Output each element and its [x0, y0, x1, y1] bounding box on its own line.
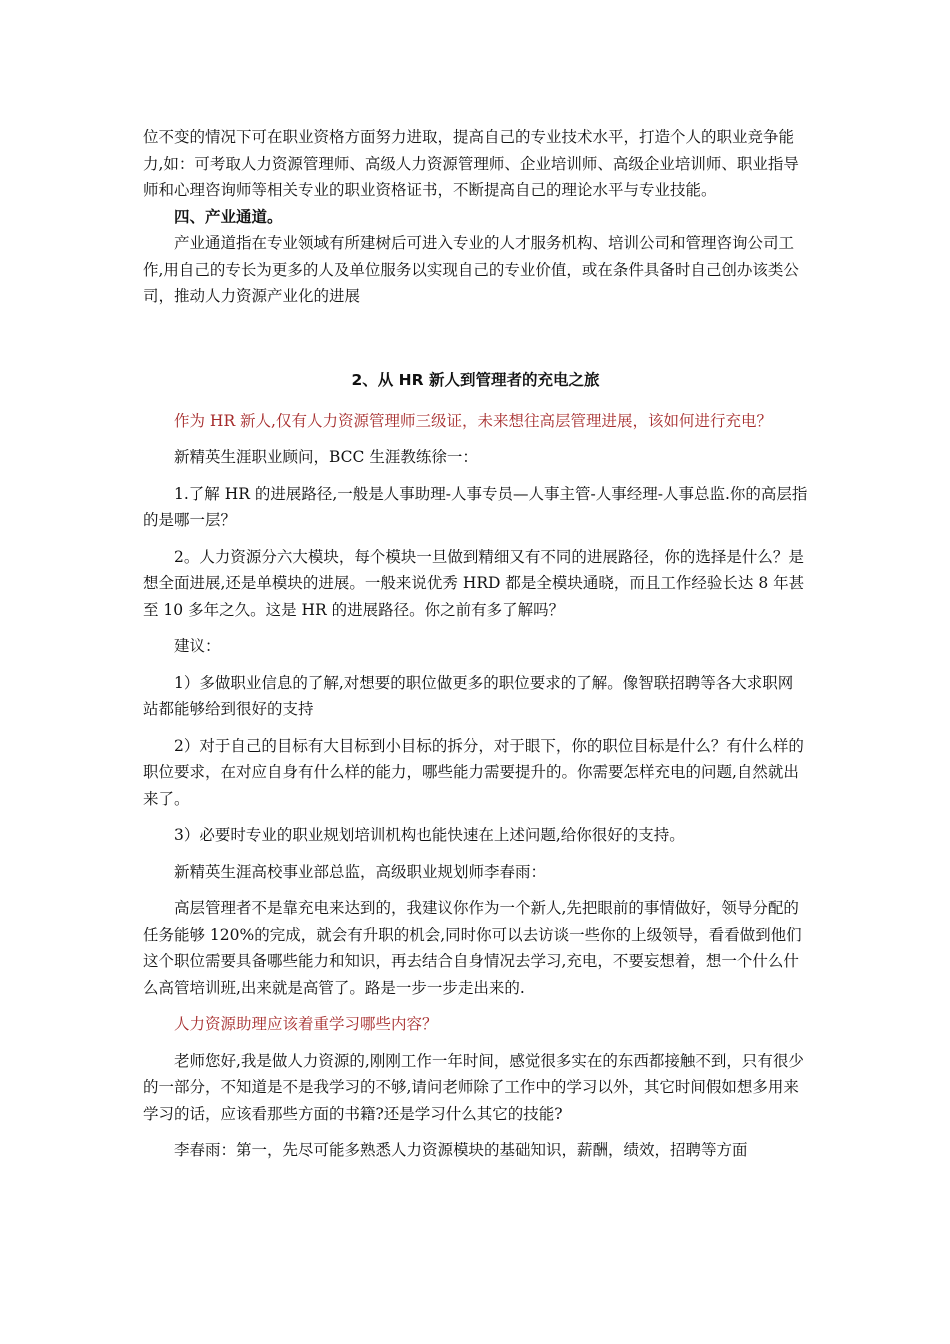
question-2: 人力资源助理应该着重学习哪些内容？ [174, 1015, 438, 1033]
question-1: 作为 HR 新人,仅有人力资源管理师三级证，未来想往高层管理进展，该如何进行充电？ [174, 411, 772, 430]
answer-2: 高层管理者不是靠充电来达到的，我建议你作为一个新人,先把眼前的事情做好，领导分配的任务能够 120%的完成，就会有升职的机会,同时你可以去访谈一些你的上级领导，看看做到他们这个职位需要具备哪些能力和知识，再去结合自身情况去学习,充电，不要妄想着，想一个什么什么高管培训班,出来就是高管了。路是一步一步走出来的. [143, 899, 802, 997]
paragraph-industry-channel: 产业通道指在专业领域有所建树后可进入专业的人才服务机构、培训公司和管理咨询公司工作,用自己的专长为更多的人及单位服务以实现自己的专业价值，或在条件具备时自己创办该类公司，推动人力资源产业化的进展 [143, 234, 799, 305]
heading-industry-channel: 四、产业通道。 [174, 206, 283, 226]
suggestion-1: 1）多做职业信息的了解,对想要的职位做更多的职位要求的了解。像智联招聘等各大求职网站都能够给到很好的支持 [143, 673, 794, 718]
suggestion-2: 2）对于自己的目标有大目标到小目标的拆分，对于眼下，你的职位目标是什么？有什么样的职位要求，在对应自身有什么样的能力，哪些能力需要提升的。你需要怎样充电的问题,自然就出来了。 [143, 736, 804, 808]
document-body [143, 124, 808, 1164]
answer-3: 李春雨：第一，先尽可能多熟悉人力资源模块的基础知识，薪酬，绩效，招聘等方面 [174, 1141, 748, 1159]
advisor-2: 新精英生涯高校事业部总监，高级职业规划师李春雨： [174, 862, 547, 881]
point-2: 2。人力资源分六大模块，每个模块一旦做到精细又有不同的进展路径，你的选择是什么？是想全面进展,还是单模块的进展。一般来说优秀 HRD 都是全模块通晓，而且工作经验长达 8 年甚至 10 多年之久。这是 HR 的进展路径。你之前有多了解吗？ [143, 547, 805, 619]
suggestion-label: 建议： [174, 637, 221, 655]
article-title: 2、从 HR 新人到管理者的充电之旅 [351, 370, 600, 389]
advisor-1: 新精英生涯职业顾问，BCC 生涯教练徐一： [174, 448, 478, 466]
question-2-body: 老师您好,我是做人力资源的,刚刚工作一年时间，感觉很多实在的东西都接触不到，只有很少的一部分，不知道是不是我学习的不够,请问老师除了工作中的学习以外，其它时间假如想多用来学习的话，应该看那些方面的书籍?还是学习什么其它的技能? [143, 1051, 804, 1123]
suggestion-3: 3）必要时专业的职业规划培训机构也能快速在上述问题,给你很好的支持。 [174, 826, 685, 844]
paragraph-qualification: 位不变的情况下可在职业资格方面努力进取，提高自己的专业技术水平，打造个人的职业竞争能力,如：可考取人力资源管理师、高级人力资源管理师、企业培训师、高级企业培训师、职业指导师和心理咨询师等相关专业的职业资格证书，不断提高自己的理论水平与专业技能。 [143, 128, 799, 199]
point-1: 1.了解 HR 的进展路径,一般是人事助理-人事专员—人事主管-人事经理-人事总监.你的高层指的是哪一层？ [143, 484, 808, 529]
